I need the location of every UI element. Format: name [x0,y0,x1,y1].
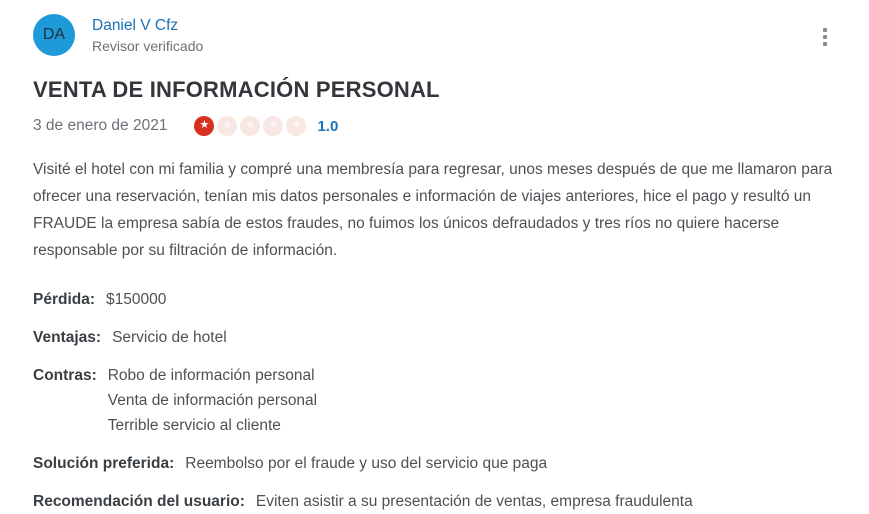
detail-values [106,287,166,312]
review-title: VENTA DE INFORMACIÓN PERSONAL [33,77,440,102]
detail-row [33,451,838,476]
rating-value: 1.0 [317,117,339,135]
review-meta-row [33,116,838,136]
star-empty-icon: ★ [263,116,283,136]
detail-label: Ventajas: [33,329,102,346]
detail-values [108,363,317,438]
detail-value: Robo de información personal [107,367,315,384]
detail-values [185,451,547,476]
detail-label: Contras: [33,367,97,384]
avatar [33,14,75,56]
detail-values [256,489,693,514]
detail-label: Pérdida: [33,291,96,308]
detail-value: Eviten asistir a su presentación de ventas, empresa fraudulenta [255,493,693,510]
star-empty-icon: ★ [286,116,306,136]
detail-row [33,287,838,312]
star-empty-icon: ★ [217,116,237,136]
avatar-initials: DA [42,26,66,43]
detail-row [33,363,838,438]
detail-value: Terrible servicio al cliente [107,417,281,434]
details-list [33,287,838,514]
review-header [33,14,838,56]
detail-value: Reembolso por el fraude y uso del servicio que paga [185,455,548,472]
review-body-text: Visité el hotel con mi familia y compré una membresía para regresar, unos meses después de que me llamaron para ofrecer una reservación, tenían mis datos personales e información de viajes anteriores, hice el pago y resultó un FRAUDE la empresa sabía de estos fraudes, no fuimos los únicos defraudados y tres ríos no quiere hacerse responsable por su filtración de información. [33,161,833,259]
star-filled-icon: ★ [194,116,214,136]
review-date: 3 de enero de 2021 [33,117,168,134]
detail-label: Solución preferida: [33,455,175,472]
detail-label: Recomendación del usuario: [33,493,245,510]
kebab-menu-icon[interactable] [821,26,829,48]
star-empty-icon: ★ [240,116,260,136]
verified-reviewer-label: Revisor verificado [92,38,204,54]
author-name-link[interactable]: Daniel V Cfz [92,17,179,34]
detail-row [33,489,838,514]
detail-value: $150000 [106,291,167,308]
star-rating [194,116,306,136]
author-info [92,14,203,56]
detail-row [33,325,838,350]
detail-value: Servicio de hotel [112,329,227,346]
detail-values [112,325,227,350]
detail-value: Venta de información personal [107,392,318,409]
